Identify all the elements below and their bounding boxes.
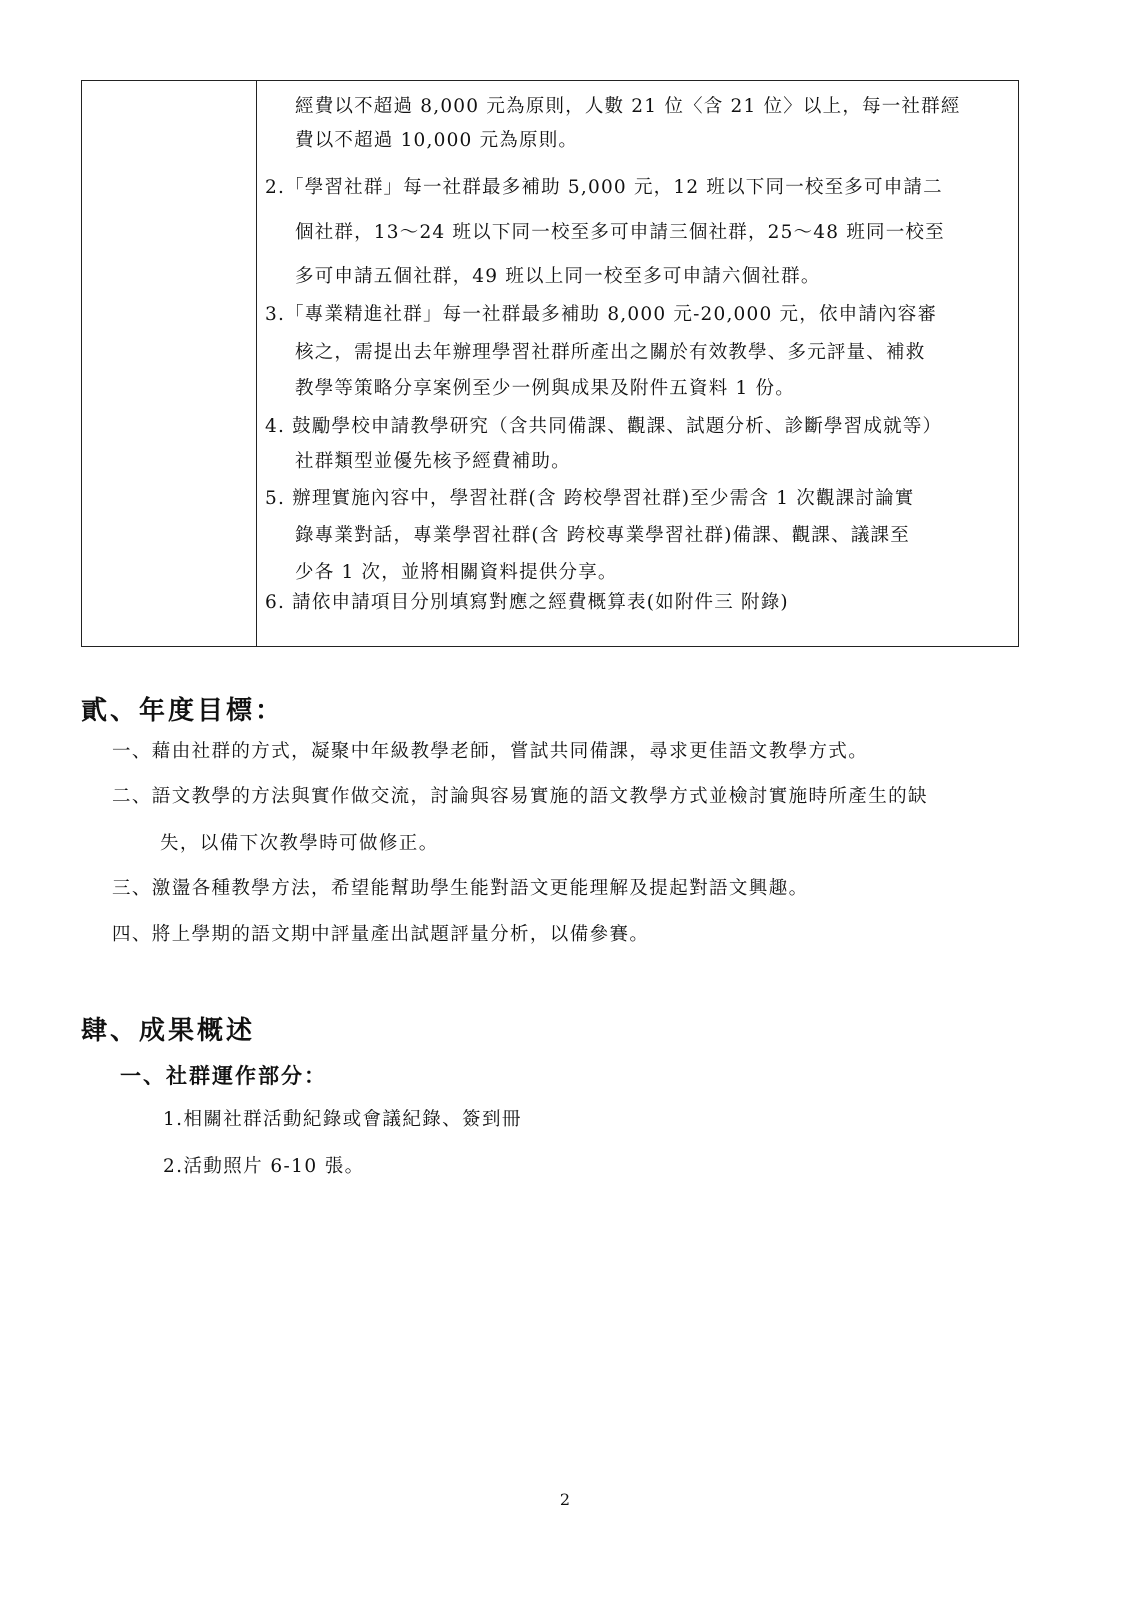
table-line: 經費以不超過 8,000 元為原則，人數 21 位〈含 21 位〉以上，每一社群經 — [295, 96, 961, 117]
table-line: 3.「專業精進社群」每一社群最多補助 8,000 元-20,000 元，依申請內容審 — [265, 304, 938, 325]
goal-item: 一、藉由社群的方式，凝聚中年級教學老師，嘗試共同備課，尋求更佳語文教學方式。 — [112, 741, 869, 762]
table-line: 教學等策略分享案例至少一例與成果及附件五資料 1 份。 — [295, 378, 795, 399]
subsection-heading: 一、社群運作部分： — [120, 1064, 327, 1088]
table-line: 6. 請依申請項目分別填寫對應之經費概算表(如附件三 附錄) — [265, 592, 789, 613]
funding-table — [81, 80, 1019, 647]
page-number: 2 — [559, 1490, 571, 1509]
result-item: 1.相關社群活動紀錄或會議紀錄、簽到冊 — [163, 1109, 522, 1130]
goal-item: 三、激盪各種教學方法，希望能幫助學生能對語文更能理解及提起對語文興趣。 — [112, 878, 809, 899]
table-line: 核之，需提出去年辦理學習社群所產出之關於有效教學、多元評量、補救 — [295, 342, 926, 363]
section-heading-results: 肆、成果概述 — [81, 1016, 256, 1046]
goal-item: 二、語文教學的方法與實作做交流，討論與容易實施的語文教學方式並檢討實施時所產生的缺 — [112, 786, 928, 807]
goal-item-continued: 失，以備下次教學時可做修正。 — [160, 833, 439, 854]
table-line: 4. 鼓勵學校申請教學研究（含共同備課、觀課、試題分析、診斷學習成就等） — [265, 416, 943, 437]
table-line: 少各 1 次，並將相關資料提供分享。 — [295, 562, 618, 583]
table-line: 5. 辦理實施內容中，學習社群(含 跨校學習社群)至少需含 1 次觀課討論實 — [265, 488, 915, 509]
section-heading-goals: 貳、年度目標： — [81, 696, 285, 726]
table-line: 個社群，13～24 班以下同一校至多可申請三個社群，25～48 班同一校至 — [295, 222, 945, 243]
table-line: 多可申請五個社群，49 班以上同一校至多可申請六個社群。 — [295, 266, 821, 287]
table-line: 錄專業對話，專業學習社群(含 跨校專業學習社群)備課、觀課、議課至 — [295, 525, 910, 546]
table-line: 2.「學習社群」每一社群最多補助 5,000 元，12 班以下同一校至多可申請二 — [265, 177, 943, 198]
table-line: 費以不超過 10,000 元為原則。 — [295, 130, 579, 151]
table-left-cell — [82, 81, 257, 646]
table-right-cell — [257, 81, 1018, 646]
table-line: 社群類型並優先核予經費補助。 — [295, 451, 571, 472]
result-item: 2.活動照片 6-10 張。 — [163, 1156, 365, 1177]
goal-item: 四、將上學期的語文期中評量產出試題評量分析，以備參賽。 — [112, 924, 650, 945]
